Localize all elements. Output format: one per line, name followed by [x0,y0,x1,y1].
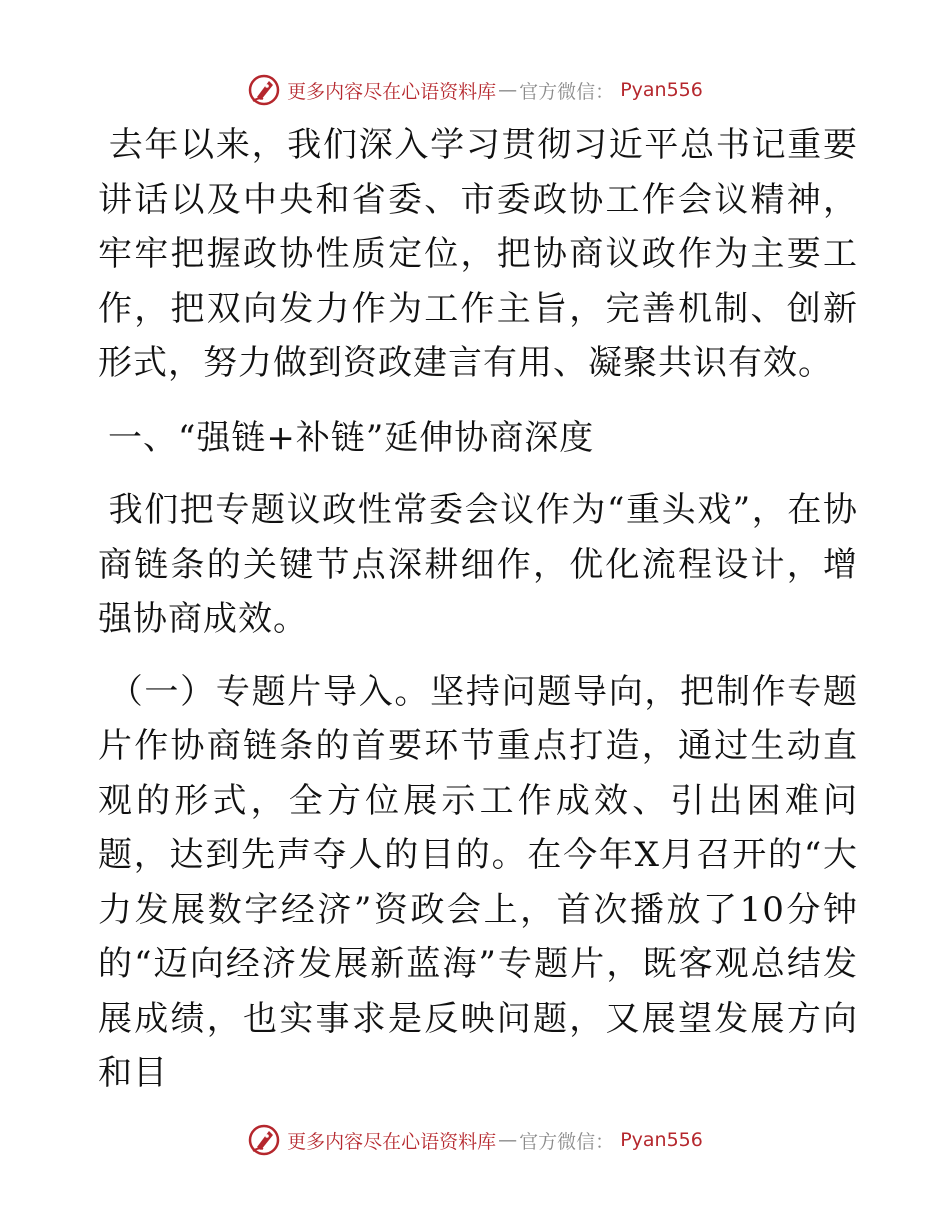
banner-wechat-id: Pyan556 [620,79,703,101]
pen-nib-logo-icon [247,73,281,107]
subsection-paragraph [98,665,858,1101]
intro-paragraph [98,118,858,391]
document-body [98,118,858,1101]
banner-dash: — [498,79,518,101]
section-paragraph-text: 我们把专题议政性常委会议作为“重头戏”，在协商链条的关键节点深耕细作，优化流程设计，增强协商成效。 [98,490,858,639]
banner-title: 更多内容尽在心语资料库 [287,80,497,103]
section-heading-text: 一、“强链+补链”延伸协商深度 [108,417,595,458]
banner-official-label: 官方微信： [519,1130,615,1153]
banner-wechat-id: Pyan556 [620,1129,703,1151]
section-paragraph [98,483,858,647]
subsection-paragraph-text: （一）专题片导入。坚持问题导向，把制作专题片作协商链条的首要环节重点打造，通过生动直观的形式，全方位展示工作成效、引出困难问题，达到先声夺人的目的。在今年X月召开的“大力发展数字经济”资政会上，首次播放了10分钟的“迈向经济发展新蓝海”专题片，既客观总结发展成绩，也实事求是反映问题，又展望发展方向和目 [98,671,858,1093]
intro-paragraph-text: 去年以来，我们深入学习贯彻习近平总书记重要讲话以及中央和省委、市委政协工作会议精神，牢牢把握政协性质定位，把协商议政作为主要工作，把双向发力作为工作主旨，完善机制、创新形式，努力做到资政建言有用、凝聚共识有效。 [98,125,858,383]
banner-official-label: 官方微信： [519,80,615,103]
banner-dash: — [498,1129,518,1151]
banner-title: 更多内容尽在心语资料库 [287,1130,497,1153]
section-heading [98,411,858,466]
pen-nib-logo-icon [247,1123,281,1157]
footer-watermark-banner [0,1120,950,1160]
header-watermark-banner [0,70,950,110]
